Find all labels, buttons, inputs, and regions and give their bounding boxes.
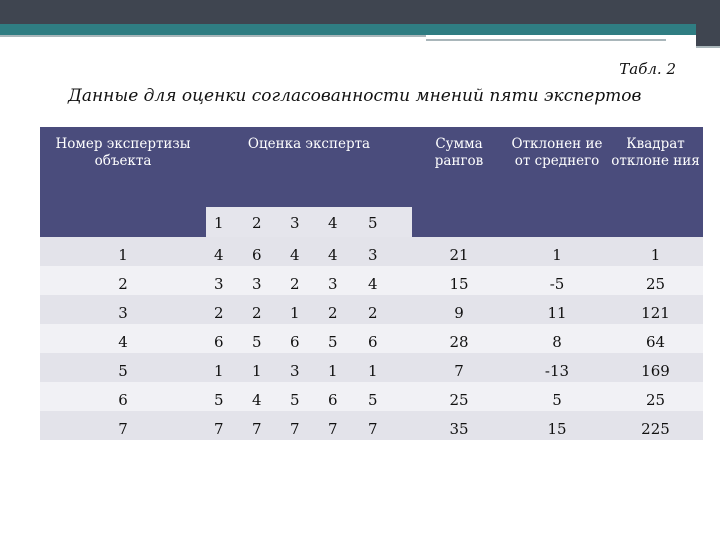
table-cell-expert-score: 5 [214, 391, 224, 409]
table-cell-expert-score: 4 [290, 246, 300, 264]
table-cell-expert-score: 3 [328, 275, 338, 293]
table-cell-sum: 28 [449, 333, 469, 351]
top-dark-band [0, 0, 720, 24]
table-cell-expert-score: 4 [328, 246, 338, 264]
table-cell-expert-score: 5 [328, 333, 338, 351]
table-cell-expert-score: 1 [214, 362, 224, 380]
header-deviation: Отклонен ие от среднего [506, 127, 608, 237]
table-cell-expert-score: 2 [252, 304, 262, 322]
table-cell-expert-score: 2 [368, 304, 378, 322]
table-cell-expert-score: 7 [328, 420, 338, 438]
table-cell-dev: 1 [552, 246, 562, 264]
table-cell-expert-score: 225 [641, 420, 670, 438]
table-cell-expert-score: 121 [641, 304, 670, 322]
table-cell-expert-score: 4 [214, 246, 224, 264]
table-cell-expert-score: 7 [290, 420, 300, 438]
expert-number-1: 1 [206, 207, 244, 237]
table-cell-expert-score: 2 [290, 275, 300, 293]
table-cell-expert-score: 7 [214, 420, 224, 438]
table-number: Табл. 2 [619, 60, 676, 78]
table-cell-expert-score: 5 [252, 333, 262, 351]
table-cell-id: 4 [118, 333, 128, 351]
table-cell-dev: 15 [547, 420, 567, 438]
table-cell-id: 6 [118, 391, 128, 409]
table-cell-expert-score: 6 [328, 391, 338, 409]
expert-number-5: 5 [360, 207, 412, 237]
table-cell-expert-score: 2 [214, 304, 224, 322]
table-cell-sum: 15 [449, 275, 469, 293]
table-cell-expert-score: 3 [252, 275, 262, 293]
table-cell-id: 7 [118, 420, 128, 438]
table-cell-expert-score: 64 [645, 333, 666, 351]
table-cell-sum: 21 [449, 246, 469, 264]
table-cell-expert-score: 169 [641, 362, 670, 380]
table-cell-sum: 25 [449, 391, 469, 409]
table-cell-expert-score: 1 [252, 362, 262, 380]
table-cell-expert-score: 5 [368, 391, 378, 409]
table-title: Данные для оценки согласованности мнений пяти экспертов [68, 86, 642, 106]
table-cell-dev: 11 [547, 304, 567, 322]
table-cell-id: 1 [118, 246, 128, 264]
expert-number-4: 4 [320, 207, 360, 237]
table-cell-dev: -13 [544, 362, 570, 380]
top-teal-band [0, 24, 696, 35]
table-cell-dev: 8 [552, 333, 562, 351]
table-cell-expert-score: 1 [290, 304, 300, 322]
data-table [40, 127, 703, 440]
table-cell-expert-score: 4 [368, 275, 378, 293]
expert-number-2: 2 [244, 207, 282, 237]
table-cell-expert-score: 6 [252, 246, 262, 264]
table-cell-expert-score: 5 [290, 391, 300, 409]
table-cell-expert-score: 7 [368, 420, 378, 438]
table-cell-sum: 7 [454, 362, 464, 380]
table-cell-expert-score: 3 [290, 362, 300, 380]
table-cell-expert-score: 1 [328, 362, 338, 380]
top-rule-middle [426, 39, 666, 41]
table-cell-id: 5 [118, 362, 128, 380]
table-cell-expert-score: 6 [290, 333, 300, 351]
header-rank-sum: Сумма рангов [412, 127, 506, 237]
table-cell-expert-score: 1 [650, 246, 661, 264]
header-object-number: Номер экспертизы объекта [40, 127, 206, 237]
table-cell-dev: -5 [549, 275, 565, 293]
table-cell-expert-score: 2 [328, 304, 338, 322]
top-right-band [696, 0, 720, 46]
header-expert-score: Оценка эксперта [206, 127, 412, 207]
table-cell-expert-score: 3 [214, 275, 224, 293]
table-cell-id: 3 [118, 304, 128, 322]
table-cell-sum: 35 [449, 420, 469, 438]
table-cell-dev: 5 [552, 391, 562, 409]
top-rule-right [696, 46, 720, 48]
top-rule-left [0, 35, 426, 37]
table-cell-expert-score: 7 [252, 420, 262, 438]
table-cell-expert-score: 1 [368, 362, 378, 380]
table-cell-expert-score: 25 [645, 391, 666, 409]
expert-number-3: 3 [282, 207, 320, 237]
table-cell-expert-score: 4 [252, 391, 262, 409]
header-deviation-square: Квадрат отклоне ния [608, 127, 703, 237]
table-cell-id: 2 [118, 275, 128, 293]
table-cell-sum: 9 [454, 304, 464, 322]
table-cell-expert-score: 3 [368, 246, 378, 264]
table-cell-expert-score: 25 [645, 275, 666, 293]
table-cell-expert-score: 6 [368, 333, 378, 351]
table-cell-expert-score: 6 [214, 333, 224, 351]
